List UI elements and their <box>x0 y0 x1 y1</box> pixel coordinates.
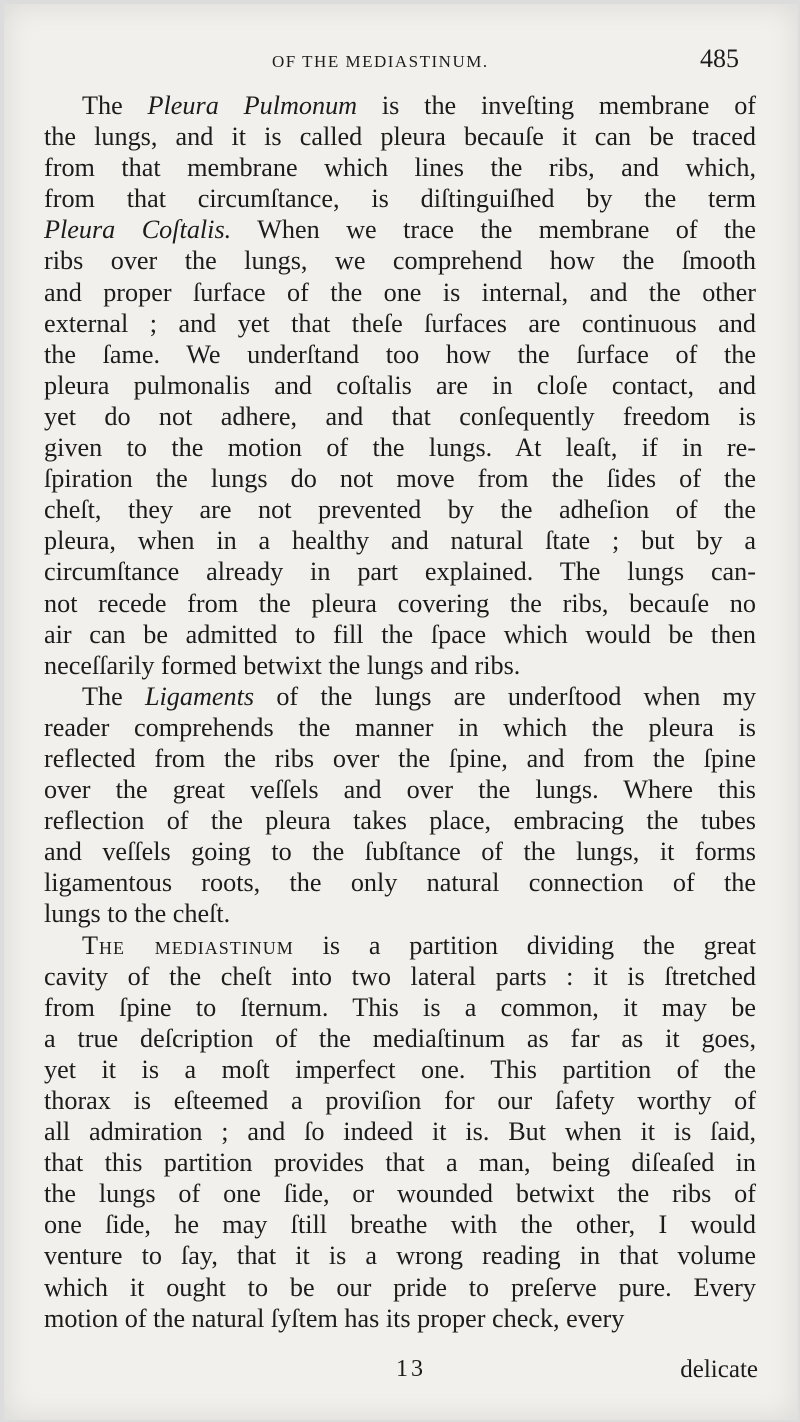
small-caps-heading: The mediastinum <box>82 930 294 960</box>
text-line: ribs over the lungs, we comprehend how the ſmooth <box>44 246 756 276</box>
text-line: which it ought to be our pride to preſerve pure. Every <box>44 1272 756 1302</box>
text-line: circumſtance already in part explained. The lungs can- <box>44 557 756 587</box>
line-text-post: is a partition dividing the great <box>293 930 756 960</box>
text-line: air can be admitted to fill the ſpace which would be then <box>44 619 756 649</box>
text-line: yet do not adhere, and that conſequently freedom is <box>44 401 756 431</box>
italic-term: Pleura Coſtalis. <box>44 215 232 245</box>
text-line: the ſame. We underſtand too how the ſurface of the <box>44 339 756 369</box>
page-number: 485 <box>700 44 739 73</box>
text-line: one ſide, he may ſtill breathe with the other, I would <box>44 1210 756 1240</box>
text-line <box>44 681 756 712</box>
text-line: the lungs, and it is called pleura becauſe it can be traced <box>44 122 756 152</box>
line-text-pre: The <box>82 681 145 711</box>
italic-term: Ligaments <box>144 681 255 711</box>
text-line: neceſſarily formed betwixt the lungs and ribs. <box>44 650 521 680</box>
page-footer <box>0 1356 800 1392</box>
text-line: and proper ſurface of the one is internal, and the other <box>44 277 756 307</box>
text-line <box>44 214 756 245</box>
text-line: ligamentous roots, the only natural connection of the <box>44 868 756 898</box>
text-line: pleura, when in a healthy and natural ſtate ; but by a <box>44 526 756 556</box>
paragraph-mediastinum <box>44 930 756 1334</box>
running-head <box>0 44 800 78</box>
text-line: a true deſcription of the mediaſtinum as far as it goes, <box>44 1023 756 1053</box>
body-text <box>44 90 756 1334</box>
text-line: the lungs of one ſide, or wounded betwixt the ribs of <box>44 1179 756 1209</box>
paragraph-pleura-pulmonum <box>44 90 756 681</box>
text-line: pleura pulmonalis and coſtalis are in cloſe contact, and <box>44 370 756 400</box>
text-line: cavity of the cheſt into two lateral parts : it is ſtretched <box>44 961 756 991</box>
signature-mark: 13 <box>396 1356 426 1382</box>
line-text-post: When we trace the membrane of the <box>231 215 756 245</box>
text-line: yet it is a moſt imperfect one. This partition of the <box>44 1054 756 1084</box>
text-line: over the great veſſels and over the lungs. Where this <box>44 775 756 805</box>
text-line: external ; and yet that theſe ſurfaces are continuous and <box>44 308 756 338</box>
text-line: ſpiration the lungs do not move from the ſides of the <box>44 464 756 494</box>
line-text-pre: The <box>82 91 148 120</box>
text-line: given to the motion of the lungs. At leaſt, if in re- <box>44 433 756 463</box>
text-line <box>44 930 756 961</box>
text-line: from ſpine to ſternum. This is a common, it may be <box>44 992 756 1022</box>
text-line: all admiration ; and ſo indeed it is. But when it is ſaid, <box>44 1117 756 1147</box>
running-title: OF THE MEDIASTINUM. <box>272 52 489 71</box>
text-line: from that membrane which lines the ribs, and which, <box>44 153 756 183</box>
text-line: motion of the natural ſyſtem has its proper check, every <box>44 1303 625 1333</box>
text-line <box>44 90 756 121</box>
text-line: cheſt, they are not prevented by the adheſion of the <box>44 495 756 525</box>
paragraph-ligaments <box>44 681 756 930</box>
italic-term: Pleura Pulmonum <box>147 91 358 120</box>
line-text-post: of the lungs are underſtood when my <box>254 681 756 711</box>
catchword: delicate <box>680 1356 758 1383</box>
text-line: not recede from the pleura covering the ribs, becauſe no <box>44 588 756 618</box>
text-line: and veſſels going to the ſubſtance of the lungs, it forms <box>44 837 756 867</box>
text-line: that this partition provides that a man, being diſeaſed in <box>44 1148 756 1178</box>
text-line: from that circumſtance, is diſtinguiſhed by the term <box>44 184 756 214</box>
text-line: reflected from the ribs over the ſpine, and from the ſpine <box>44 743 756 773</box>
text-line: thorax is eſteemed a proviſion for our ſafety worthy of <box>44 1086 756 1115</box>
text-line: reflection of the pleura takes place, embracing the tubes <box>44 806 756 836</box>
text-line: reader comprehends the manner in which the pleura is <box>44 712 756 742</box>
line-text-post: is the inveſting membrane of <box>357 91 756 120</box>
text-line: venture to ſay, that it is a wrong reading in that volume <box>44 1241 756 1271</box>
text-line: lungs to the cheſt. <box>44 899 231 929</box>
